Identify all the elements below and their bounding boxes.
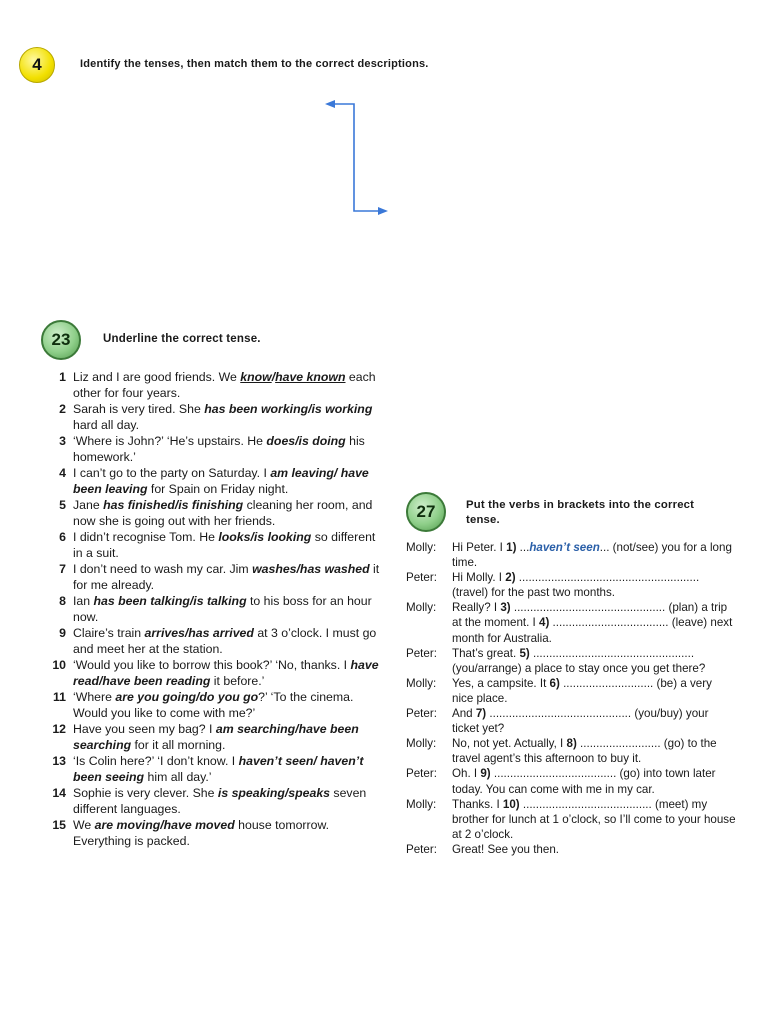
sentence-item <box>24 196 324 216</box>
text-segment: No, not yet. Actually, I <box>452 737 567 751</box>
item-number: 12 <box>52 722 66 736</box>
text-segment: for it all morning. <box>131 738 226 752</box>
exercise-23-item <box>44 785 386 817</box>
dialogue-text <box>452 798 736 841</box>
item-text <box>73 754 363 784</box>
arrow-head-left <box>325 100 335 108</box>
text-segment: Jane <box>73 498 104 512</box>
exercise-27-number: 27 <box>416 502 436 521</box>
tense-option: has finished/is finishing <box>103 498 244 512</box>
text-segment: ......................... (go) to the travel agent’s this afternoon to buy it. <box>452 737 717 766</box>
item-number: 11 <box>53 690 66 704</box>
text-segment: That’s great. <box>452 646 520 660</box>
text-segment: ........................................ (meet) my brother for lunch at 1 o’clock, so I’ll come to your house at 2 o’clock. <box>452 797 736 841</box>
text-segment: it for me already. <box>73 562 380 592</box>
item-text <box>73 466 369 496</box>
tense-option: has been talking/is talking <box>93 594 247 608</box>
exercise-23-item <box>44 561 386 593</box>
text-segment: Claire’s train <box>73 626 145 640</box>
dialogue-text <box>452 677 712 705</box>
text-segment: Ian <box>73 594 94 608</box>
text-segment: ... (not/see) you for a long time. <box>452 541 732 570</box>
item-text <box>73 370 376 400</box>
speaker-name: Peter: <box>406 767 437 781</box>
tense-option-underlined: know <box>240 370 272 384</box>
text-segment: Really? I <box>452 601 501 615</box>
exercise-23-item <box>44 753 386 785</box>
text-segment: Oh. I <box>452 767 481 781</box>
dialogue-line <box>406 600 736 645</box>
speaker-name: Peter: <box>406 707 437 721</box>
item-text <box>73 402 372 432</box>
gap-number: 1) <box>506 541 517 554</box>
text-segment: for Spain on Friday night. <box>147 482 289 496</box>
speaker-name: Molly: <box>406 737 437 751</box>
item-text <box>73 562 379 592</box>
sentence-item <box>24 156 324 176</box>
item-number: 10 <box>52 658 66 672</box>
item-text <box>73 434 365 464</box>
gap-number: 9) <box>480 767 491 781</box>
tense-option-underlined: have known <box>275 370 346 384</box>
dialogue-text <box>452 541 732 569</box>
dialogue-line <box>406 646 736 676</box>
tense-option: am searching/have been searching <box>73 722 359 752</box>
exercise-4-heading: Identify the tenses, then match them to the correct descriptions. <box>80 58 429 70</box>
text-segment: it before.’ <box>210 674 265 688</box>
gap-number: 6) <box>549 676 560 690</box>
item-text <box>73 818 329 848</box>
speaker-name: Molly: <box>406 541 437 554</box>
dialogue-line <box>406 570 736 600</box>
text-segment: Hi Molly. I <box>452 571 506 585</box>
speaker-name: Molly: <box>406 676 437 690</box>
arrow-head-right <box>378 207 388 215</box>
tense-option: are moving/have moved <box>94 818 235 832</box>
text-segment: ‘Would you like to borrow this book?’ ‘No, thanks. I <box>73 658 351 672</box>
item-number: 2 <box>59 402 66 416</box>
text-segment: cleaning her room, and now she is going out with her friends. <box>73 498 373 528</box>
exercise-4-sentence-list <box>24 96 324 304</box>
item-text <box>73 626 376 656</box>
speaker-name: Peter: <box>406 571 437 585</box>
text-segment: Liz and I are good friends. We <box>73 370 241 384</box>
item-number: 4 <box>59 466 66 480</box>
exercise-23-item <box>44 721 386 753</box>
sentence-item <box>24 96 324 116</box>
sentence-item <box>24 236 324 256</box>
tense-option: are you going/do you go <box>115 690 259 704</box>
exercise-23-heading: Underline the correct tense. <box>103 333 261 345</box>
item-text <box>73 786 366 816</box>
text-segment: at 3 o’clock. I must go and meet her at the station. <box>73 626 377 656</box>
sentence-item <box>24 276 324 304</box>
item-number: 5 <box>59 498 66 512</box>
text-segment: ... <box>516 541 530 554</box>
exercise-23-item <box>44 497 386 529</box>
gap-number: 5) <box>519 646 530 660</box>
tense-option: does/is doing <box>266 434 346 448</box>
exercise-23-list <box>44 369 386 849</box>
exercise-27-dialogue <box>406 540 736 857</box>
dialogue-line <box>406 797 736 842</box>
item-number: 9 <box>59 626 66 640</box>
exercise-27-heading: Put the verbs in brackets into the correct tense. <box>466 499 695 526</box>
text-segment: to his boss for an hour now. <box>73 594 372 624</box>
item-text <box>73 498 372 528</box>
sentence-item <box>24 216 324 236</box>
exercise-23-item <box>44 369 386 401</box>
text-segment: hard all day. <box>73 418 140 432</box>
text-segment: him all day.’ <box>144 770 212 784</box>
text-segment: Thanks. I <box>452 797 503 811</box>
text-segment: Hi Peter. I <box>452 541 507 554</box>
text-segment: seven different languages. <box>73 786 367 816</box>
speaker-name: Peter: <box>406 842 437 856</box>
item-number: 6 <box>59 530 66 544</box>
item-text <box>73 722 359 752</box>
text-segment: so different in a suit. <box>73 530 376 560</box>
item-number: 7 <box>59 562 66 576</box>
text-segment: ...................................... (go) into town later today. You can come with me in my car. <box>452 767 716 796</box>
example-answer: haven’t seen <box>529 541 600 554</box>
exercise-23-item <box>44 657 386 689</box>
dialogue-line <box>406 766 736 796</box>
text-segment: ?’ ‘To the cinema. Would you like to come with me?’ <box>73 690 354 720</box>
exercise-23-item <box>44 593 386 625</box>
tense-option: arrives/has arrived <box>144 626 254 640</box>
text-segment: Great! See you then. <box>452 842 559 856</box>
tense-option: / <box>271 370 276 384</box>
dialogue-text <box>452 843 559 856</box>
text-segment: house tomorrow. Everything is packed. <box>73 818 330 848</box>
tense-option: looks/is looking <box>218 530 312 544</box>
speaker-name: Molly: <box>406 797 437 811</box>
sentence-item <box>24 256 324 276</box>
sentence-item <box>24 176 324 196</box>
exercise-23-item <box>44 433 386 465</box>
dialogue-text <box>452 601 732 644</box>
exercise-23-badge <box>41 320 81 360</box>
dialogue-text <box>452 647 705 675</box>
sentence-item <box>24 136 324 156</box>
text-segment: ............................................ (you/buy) your ticket yet? <box>452 707 709 736</box>
dialogue-text <box>452 737 717 765</box>
item-number: 1 <box>59 370 66 384</box>
arrow-line <box>334 104 380 211</box>
text-segment: Yes, a campsite. It <box>452 676 550 690</box>
text-segment: ‘Where is John?’ ‘He’s upstairs. He <box>73 434 267 448</box>
text-segment: ‘Where <box>73 690 116 704</box>
item-number: 8 <box>59 594 66 608</box>
item-number: 14 <box>52 786 66 800</box>
item-number: 3 <box>59 434 66 448</box>
text-segment: ........................................................ (travel) for the past two months. <box>452 571 700 600</box>
exercise-27-badge <box>406 492 446 532</box>
text-segment: I don’t need to wash my car. Jim <box>73 562 253 576</box>
matching-arrow <box>320 96 390 220</box>
gap-number: 4) <box>539 616 550 630</box>
gap-number: 3) <box>500 601 511 615</box>
tense-option: is speaking/speaks <box>217 786 331 800</box>
exercise-4-badge <box>19 47 55 83</box>
item-text <box>73 530 375 560</box>
tense-option: have read/have been reading <box>73 658 379 688</box>
dialogue-line <box>406 706 736 736</box>
dialogue-text <box>452 707 708 735</box>
item-number: 15 <box>52 818 66 832</box>
dialogue-line <box>406 736 736 766</box>
text-segment: I can’t go to the party on Saturday. I <box>73 466 271 480</box>
speaker-name: Peter: <box>406 646 437 660</box>
text-segment: .................................................. (you/arrange) a place to stay once you get there? <box>452 646 706 675</box>
text-segment: Have you seen my bag? I <box>73 722 216 736</box>
tense-option: washes/has washed <box>252 562 370 576</box>
tense-option: has been working/is working <box>204 402 373 416</box>
text-segment: Sophie is very clever. She <box>73 786 218 800</box>
item-text <box>73 594 372 624</box>
text-segment: ............................ (be) a very nice place. <box>452 676 712 705</box>
dialogue-text <box>452 767 716 795</box>
text-segment: .................................... (leave) next month for Australia. <box>452 616 733 645</box>
exercise-23-number: 23 <box>51 330 71 349</box>
text-segment: ............................................... (plan) a trip at the moment. I <box>452 601 728 630</box>
dialogue-text <box>452 571 699 599</box>
gap-number: 10) <box>502 797 520 811</box>
item-text <box>73 690 353 720</box>
sentence-item <box>24 116 324 136</box>
text-segment: his homework.’ <box>73 434 365 464</box>
text-segment: Sarah is very tired. She <box>73 402 205 416</box>
tense-option: am leaving/ have been leaving <box>73 466 369 496</box>
exercise-4-number: 4 <box>32 55 42 74</box>
text-segment: We <box>73 818 95 832</box>
gap-number: 2) <box>505 571 516 585</box>
text-segment: ‘Is Colin here?’ ‘I don’t know. I <box>73 754 239 768</box>
speaker-name: Molly: <box>406 601 437 615</box>
exercise-23-item <box>44 689 386 721</box>
dialogue-line <box>406 842 736 857</box>
exercise-23-item <box>44 465 386 497</box>
item-number: 13 <box>52 754 66 768</box>
exercise-23-item <box>44 529 386 561</box>
text-segment: each other for four years. <box>73 370 376 400</box>
text-segment: And <box>452 707 476 721</box>
exercise-23-item <box>44 817 386 849</box>
exercise-23-item <box>44 625 386 657</box>
dialogue-line <box>406 540 736 570</box>
gap-number: 8) <box>566 737 577 751</box>
item-text <box>73 658 379 688</box>
exercise-23-item <box>44 401 386 433</box>
text-segment: I didn’t recognise Tom. He <box>73 530 219 544</box>
gap-number: 7) <box>475 707 487 721</box>
tense-option: haven’t seen/ haven’t been seeing <box>73 754 364 784</box>
dialogue-line <box>406 676 736 706</box>
